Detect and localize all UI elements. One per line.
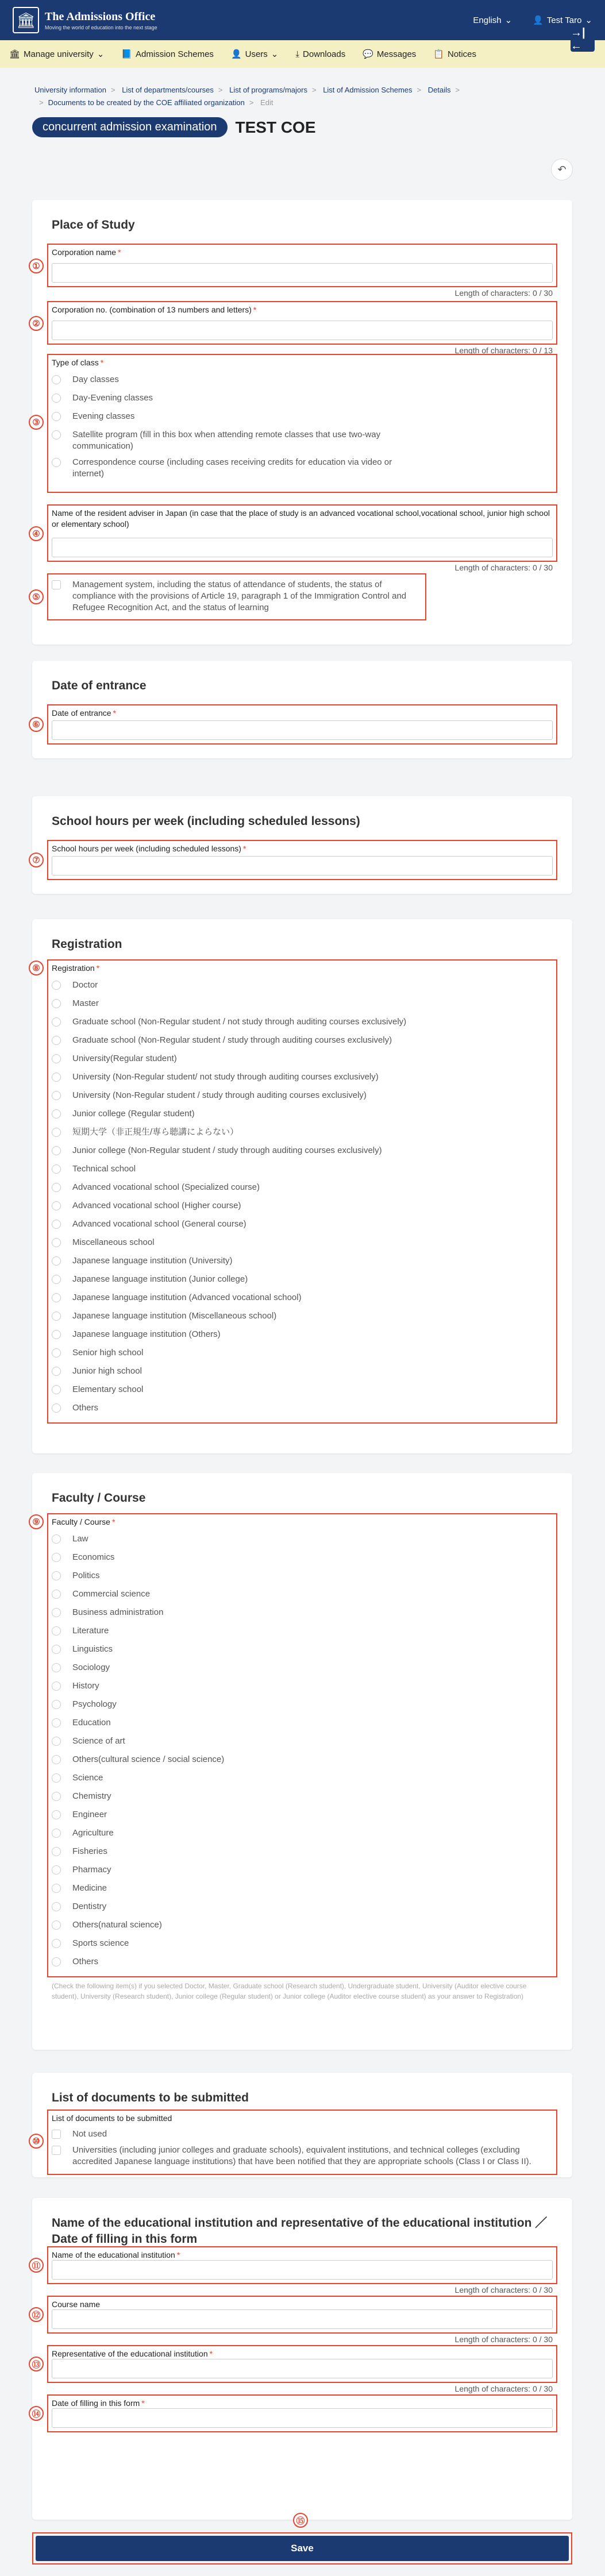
- resident-adviser-field: ④ Name of the resident adviser in Japan (in case that the place of study is an advanced vocational school,vocational school, junior high school or elementary school): [47, 504, 557, 562]
- badge-6: ⑥: [29, 717, 44, 732]
- chevron-down-icon: ⌄: [97, 49, 105, 59]
- back-icon[interactable]: ↶: [551, 159, 573, 180]
- radio-button[interactable]: [52, 1385, 61, 1394]
- save-wrapper: [32, 2532, 572, 2565]
- radio-option[interactable]: Japanese language institution (Advanced vocational school): [48, 1292, 556, 1304]
- badge-13: ⑬: [29, 2357, 44, 2371]
- radio-option[interactable]: Medicine: [48, 1883, 556, 1894]
- management-system-field: [32, 573, 426, 620]
- representative-field: ⑬ Representative of the educational institution *: [47, 2345, 557, 2383]
- section-heading: School hours per week (including scheduled lessons): [52, 815, 360, 828]
- faculty-options: [48, 1533, 556, 1968]
- radio-option[interactable]: Chemistry: [48, 1791, 556, 1802]
- radio-button[interactable]: [52, 1256, 61, 1266]
- corporation-no-field: ② Corporation no. (combination of 13 numbers and letters) *: [47, 301, 557, 345]
- save-button[interactable]: Save: [36, 2536, 569, 2561]
- radio-button[interactable]: [52, 412, 61, 421]
- radio-option[interactable]: Japanese language institution (Miscellaneous school): [48, 1310, 556, 1322]
- top-header: [0, 0, 605, 40]
- documents-card: [32, 2073, 572, 2177]
- badge-2: ②: [29, 316, 44, 331]
- radio-option[interactable]: Others: [48, 1956, 556, 1968]
- radio-option[interactable]: Dentistry: [48, 1901, 556, 1912]
- radio-option[interactable]: Commercial science: [48, 1588, 556, 1600]
- checkbox[interactable]: [52, 580, 61, 589]
- radio-button[interactable]: [52, 1164, 61, 1174]
- radio-button[interactable]: [52, 458, 61, 467]
- chevron-down-icon: ⌄: [271, 49, 279, 59]
- radio-option[interactable]: Others(cultural science / social science): [48, 1754, 556, 1765]
- radio-button[interactable]: [52, 1865, 61, 1875]
- badge-1: ①: [29, 259, 44, 273]
- date-of-filling-field: ⑭ Date of filling in this form *: [47, 2394, 557, 2432]
- message-icon: 💬: [363, 49, 373, 59]
- radio-button[interactable]: [52, 1403, 61, 1413]
- faculty-course-card: [32, 1473, 572, 2050]
- radio-button[interactable]: [52, 1073, 61, 1082]
- badge-11: ⑪: [29, 2258, 44, 2273]
- brand: [45, 10, 157, 30]
- breadcrumb-link[interactable]: Details: [427, 86, 451, 94]
- radio-option[interactable]: University(Regular student): [48, 1053, 556, 1065]
- breadcrumb: University information > List of departments/courses > List of programs/majors > List of Admission Schemes > Details > > Documents to be created by the COE affiliated organization > Edit: [34, 86, 460, 107]
- radio-button[interactable]: [52, 1829, 61, 1838]
- radio-button[interactable]: [52, 1312, 61, 1321]
- badge-5: ⑤: [29, 589, 44, 604]
- document-option[interactable]: Universities (including junior colleges and graduate schools), equivalent institutions, and technical colleges (excluding accredited Japanese language institutions) that have been notified that they are appropriate schools (Class I or Class II).: [48, 2145, 556, 2168]
- breadcrumb-link[interactable]: Documents to be created by the COE affiliated organization: [48, 98, 245, 107]
- checkbox[interactable]: [52, 2146, 61, 2155]
- radio-option[interactable]: Others(natural science): [48, 1919, 556, 1931]
- radio-button[interactable]: [52, 394, 61, 403]
- chevron-down-icon: ⌄: [504, 16, 512, 25]
- radio-option[interactable]: Psychology: [48, 1699, 556, 1710]
- radio-button[interactable]: [52, 1109, 61, 1119]
- radio-option[interactable]: Agriculture: [48, 1827, 556, 1839]
- checkbox[interactable]: [52, 2130, 61, 2139]
- radio-option[interactable]: Graduate school (Non-Regular student / study through auditing courses exclusively): [48, 1035, 556, 1046]
- radio-button[interactable]: [52, 1700, 61, 1709]
- radio-button[interactable]: [52, 1293, 61, 1302]
- radio-button[interactable]: [52, 1017, 61, 1027]
- radio-button[interactable]: [52, 1054, 61, 1063]
- radio-option[interactable]: Master: [48, 998, 556, 1009]
- radio-option[interactable]: Education: [48, 1717, 556, 1729]
- radio-option[interactable]: Politics: [48, 1570, 556, 1582]
- faculty-course-field: ⑨ Faculty / Course * Law Economics Politics Commercial science Business administration Literature Linguistics Sociology History Psychology Education Science of art Others(cultural science / social science) Science Chemistry Engineer Agriculture Fisheries Pharmacy Medicine Dentistry Others(natural science) Sports science Others: [47, 1513, 557, 1977]
- radio-option[interactable]: Technical school: [48, 1163, 556, 1175]
- radio-option[interactable]: Economics: [48, 1552, 556, 1563]
- radio-option[interactable]: University (Non-Regular student / study through auditing courses exclusively): [48, 1090, 556, 1101]
- resident-adviser-input[interactable]: [52, 538, 553, 557]
- radio-option[interactable]: Science: [48, 1772, 556, 1784]
- radio-button[interactable]: [52, 1957, 61, 1966]
- badge-7: ⑦: [29, 853, 44, 867]
- user-icon: 👤: [230, 49, 242, 59]
- radio-button[interactable]: [52, 1330, 61, 1339]
- badge-14: ⑭: [29, 2406, 44, 2421]
- radio-option[interactable]: Sociology: [48, 1662, 556, 1673]
- radio-button[interactable]: [52, 981, 61, 990]
- radio-option[interactable]: Senior high school: [48, 1347, 556, 1359]
- radio-button[interactable]: [52, 1201, 61, 1210]
- corporation-name-input[interactable]: [52, 263, 553, 283]
- collapse-toggle-icon[interactable]: →|←: [571, 28, 595, 52]
- char-count: Length of characters: 0 / 30: [454, 2335, 553, 2344]
- date-of-entrance-field: ⑥ Date of entrance *: [47, 704, 557, 745]
- class-option[interactable]: Day-Evening classes: [48, 392, 556, 404]
- radio-button[interactable]: [52, 375, 61, 384]
- place-of-study-card: [32, 200, 572, 645]
- radio-button[interactable]: [52, 1792, 61, 1801]
- date-of-filling-input[interactable]: [52, 2408, 553, 2428]
- brand-tagline: Moving the world of education into the next stage: [45, 24, 157, 30]
- user-menu[interactable]: 👤 Test Taro ⌄: [533, 15, 592, 25]
- building-icon: 🏛: [9, 49, 21, 59]
- class-option[interactable]: Evening classes: [48, 411, 556, 422]
- radio-option[interactable]: Sports science: [48, 1938, 556, 1949]
- radio-button[interactable]: [52, 1847, 61, 1856]
- radio-button[interactable]: [52, 1590, 61, 1599]
- breadcrumb-link[interactable]: List of Admission Schemes: [323, 86, 413, 94]
- nav-downloads[interactable]: ⤓ Downloads: [295, 49, 346, 59]
- page-title: TEST COE: [235, 118, 316, 136]
- radio-button[interactable]: [52, 1183, 61, 1192]
- chevron-down-icon: ⌄: [585, 16, 592, 25]
- section-heading: Place of Study: [52, 218, 135, 232]
- section-heading: Faculty / Course: [52, 1491, 146, 1505]
- radio-button[interactable]: [52, 1553, 61, 1562]
- radio-button[interactable]: [52, 1571, 61, 1580]
- radio-option[interactable]: Law: [48, 1533, 556, 1545]
- radio-option[interactable]: Miscellaneous school: [48, 1237, 556, 1248]
- radio-button[interactable]: [52, 1275, 61, 1284]
- radio-button[interactable]: [52, 1682, 61, 1691]
- language-selector[interactable]: English ⌄: [473, 15, 512, 25]
- date-of-entrance-input[interactable]: [52, 720, 553, 740]
- registration-card: [32, 919, 572, 1453]
- radio-option[interactable]: Engineer: [48, 1809, 556, 1821]
- radio-option[interactable]: Advanced vocational school (General course): [48, 1218, 556, 1230]
- radio-option[interactable]: Graduate school (Non-Regular student / not study through auditing courses exclusively): [48, 1016, 556, 1028]
- institution-card: [32, 2198, 572, 2520]
- radio-button[interactable]: [52, 1036, 61, 1045]
- radio-option[interactable]: Literature: [48, 1625, 556, 1637]
- section-heading: Date of entrance: [52, 679, 147, 692]
- registration-options: [48, 980, 556, 1414]
- nav-messages[interactable]: 💬 Messages: [363, 49, 417, 59]
- section-heading: List of documents to be submitted: [52, 2091, 249, 2104]
- school-hours-card: [32, 796, 572, 894]
- radio-option[interactable]: Advanced vocational school (Higher course): [48, 1200, 556, 1212]
- date-of-entrance-card: [32, 661, 572, 758]
- institution-name-field: ⑪ Name of the educational institution *: [47, 2246, 557, 2284]
- brand-name: The Admissions Office: [45, 10, 156, 23]
- type-of-class-field: ③ Type of class * Day classes Day-Evening classes Evening classes Satellite program (fill in this box when attending remote classes that use two-way communication) Correspondence course (including cases receiving credits for education via video or internet): [47, 354, 557, 493]
- institution-name-input[interactable]: [52, 2260, 553, 2280]
- badge-3: ③: [29, 415, 44, 430]
- section-heading: Registration: [52, 938, 122, 951]
- badge-10: ⑩: [29, 2134, 44, 2149]
- badge-12: ⑫: [29, 2307, 44, 2322]
- radio-button[interactable]: [52, 1238, 61, 1247]
- nav-users[interactable]: 👤 Users ⌄: [230, 49, 279, 59]
- breadcrumb-link[interactable]: List of programs/majors: [229, 86, 307, 94]
- radio-option[interactable]: Pharmacy: [48, 1864, 556, 1876]
- radio-button[interactable]: [52, 1091, 61, 1100]
- radio-button[interactable]: [52, 999, 61, 1008]
- radio-button[interactable]: [52, 1902, 61, 1911]
- notice-icon: 📋: [433, 49, 444, 59]
- radio-button[interactable]: [52, 1737, 61, 1746]
- management-system-checkbox[interactable]: Management system, including the status of attendance of students, the status of compliance with the provisions of Article 19, paragraph 1 of the Immigration Control and Refugee Recognition Act, and the status of learning: [48, 574, 425, 614]
- radio-option[interactable]: Doctor: [48, 980, 556, 991]
- faculty-note: (Check the following item(s) if you selected Doctor, Master, Graduate school (Research student), Undergraduate student, University (Auditor elective course student), University (Research student), Junior college (Regular student) or Junior college (Auditor elective course student) as your answer to Registration): [52, 1982, 527, 2000]
- breadcrumb-link[interactable]: University information: [34, 86, 106, 94]
- radio-button[interactable]: [52, 1534, 61, 1544]
- radio-button[interactable]: [52, 1220, 61, 1229]
- radio-option[interactable]: Fisheries: [48, 1846, 556, 1857]
- radio-button[interactable]: [52, 1939, 61, 1948]
- char-count: Length of characters: 0 / 13: [454, 346, 553, 355]
- radio-button[interactable]: [52, 1645, 61, 1654]
- radio-option[interactable]: Elementary school: [48, 1384, 556, 1395]
- char-count: Length of characters: 0 / 30: [454, 2285, 553, 2295]
- radio-button[interactable]: [52, 1626, 61, 1636]
- radio-button[interactable]: [52, 1810, 61, 1819]
- radio-button[interactable]: [52, 1663, 61, 1672]
- badge-8: ⑧: [29, 961, 44, 975]
- registration-field: ⑧ Registration * Doctor Master Graduate school (Non-Regular student / not study through auditing courses exclusively) Graduate school (Non-Regular student / study through auditing courses exclusively) University(Regular student) University (Non-Regular student/ not study through auditing courses exclusively) University (Non-Regular student / study through auditing courses exclusively) Junior college (Regular student) 短期大学（非正規生/専ら聴講によらない） Junior college (Non-Regular student / study through auditing courses exclusively) Technical school Advanced vocational school (Specialized course) Advanced vocational school (Higher course) Advanced vocational school (General course) Miscellaneous school Japanese language institution (University) Japanese language institution (Junior college) Japanese language institution (Advanced vocational school) Japanese language institution (Miscellaneous school) Japanese language institution (Others) Senior high school Junior high school Elementary school Others: [47, 959, 557, 1424]
- class-option[interactable]: Correspondence course (including cases receiving credits for education via video or internet): [48, 457, 416, 480]
- university-logo-icon[interactable]: 🏛: [13, 7, 39, 33]
- documents-field: ⑩ List of documents to be submitted Not used Universities (including junior colleges and graduate schools), equivalent institutions, and technical colleges (excluding accredited Japanese language institutions) that have been notified that they are appropriate schools (Class I or Class II).: [47, 2110, 557, 2175]
- user-icon: 👤: [533, 16, 544, 25]
- radio-option[interactable]: Junior high school: [48, 1366, 556, 1377]
- radio-button[interactable]: [52, 1128, 61, 1137]
- radio-button[interactable]: [52, 430, 61, 439]
- section-heading: Name of the educational institution and representative of the educational institution ／Date of filling in this form: [52, 2216, 548, 2246]
- school-hours-input[interactable]: [52, 856, 553, 876]
- badge-4: ④: [29, 526, 44, 541]
- radio-option[interactable]: 短期大学（非正規生/専ら聴講によらない）: [48, 1127, 556, 1138]
- class-option[interactable]: Satellite program (fill in this box when attending remote classes that use two-way communication): [48, 429, 416, 452]
- radio-option[interactable]: Linguistics: [48, 1644, 556, 1655]
- corporation-name-field: ① Corporation name *: [47, 244, 557, 287]
- school-hours-field: ⑦ School hours per week (including scheduled lessons) *: [47, 840, 557, 880]
- main-nav: [0, 40, 605, 68]
- radio-button[interactable]: [52, 1146, 61, 1155]
- nav-admission-schemes[interactable]: 📘 Admission Schemes: [121, 49, 214, 59]
- title-row: [0, 109, 605, 137]
- radio-option[interactable]: History: [48, 1680, 556, 1692]
- char-count: Length of characters: 0 / 30: [454, 563, 553, 572]
- course-name-input[interactable]: [52, 2309, 553, 2329]
- radio-button[interactable]: [52, 1718, 61, 1727]
- radio-button[interactable]: [52, 1367, 61, 1376]
- radio-option[interactable]: University (Non-Regular student/ not study through auditing courses exclusively): [48, 1071, 556, 1083]
- radio-option[interactable]: Junior college (Regular student): [48, 1108, 556, 1120]
- char-count: Length of characters: 0 / 30: [454, 288, 553, 298]
- document-option[interactable]: Not used: [48, 2128, 556, 2140]
- representative-input[interactable]: [52, 2359, 553, 2378]
- radio-option[interactable]: Japanese language institution (Junior college): [48, 1274, 556, 1285]
- radio-option[interactable]: Science of art: [48, 1736, 556, 1747]
- radio-button[interactable]: [52, 1884, 61, 1893]
- radio-button[interactable]: [52, 1608, 61, 1617]
- breadcrumb-current: Edit: [260, 98, 273, 107]
- breadcrumb-link[interactable]: List of departments/courses: [122, 86, 214, 94]
- badge-15: ⑮: [293, 2513, 308, 2528]
- badge-9: ⑨: [29, 1514, 44, 1529]
- radio-button[interactable]: [52, 1773, 61, 1783]
- radio-option[interactable]: Japanese language institution (University): [48, 1255, 556, 1267]
- nav-notices[interactable]: 📋 Notices: [433, 49, 477, 59]
- course-name-field: ⑫ Course name: [47, 2296, 557, 2334]
- radio-option[interactable]: Japanese language institution (Others): [48, 1329, 556, 1340]
- radio-button[interactable]: [52, 1921, 61, 1930]
- char-count: Length of characters: 0 / 30: [454, 2384, 553, 2393]
- exam-type-badge: concurrent admission examination: [32, 117, 228, 137]
- nav-manage-university[interactable]: 🏛 Manage university ⌄: [9, 49, 105, 59]
- class-option[interactable]: Day classes: [48, 374, 556, 385]
- radio-option[interactable]: Others: [48, 1402, 556, 1414]
- radio-button[interactable]: [52, 1348, 61, 1358]
- radio-button[interactable]: [52, 1755, 61, 1764]
- book-icon: 📘: [121, 49, 133, 59]
- radio-option[interactable]: Business administration: [48, 1607, 556, 1618]
- radio-option[interactable]: Advanced vocational school (Specialized course): [48, 1182, 556, 1193]
- corporation-no-input[interactable]: [52, 321, 553, 340]
- download-icon: ⤓: [295, 49, 300, 59]
- radio-option[interactable]: Junior college (Non-Regular student / study through auditing courses exclusively): [48, 1145, 556, 1156]
